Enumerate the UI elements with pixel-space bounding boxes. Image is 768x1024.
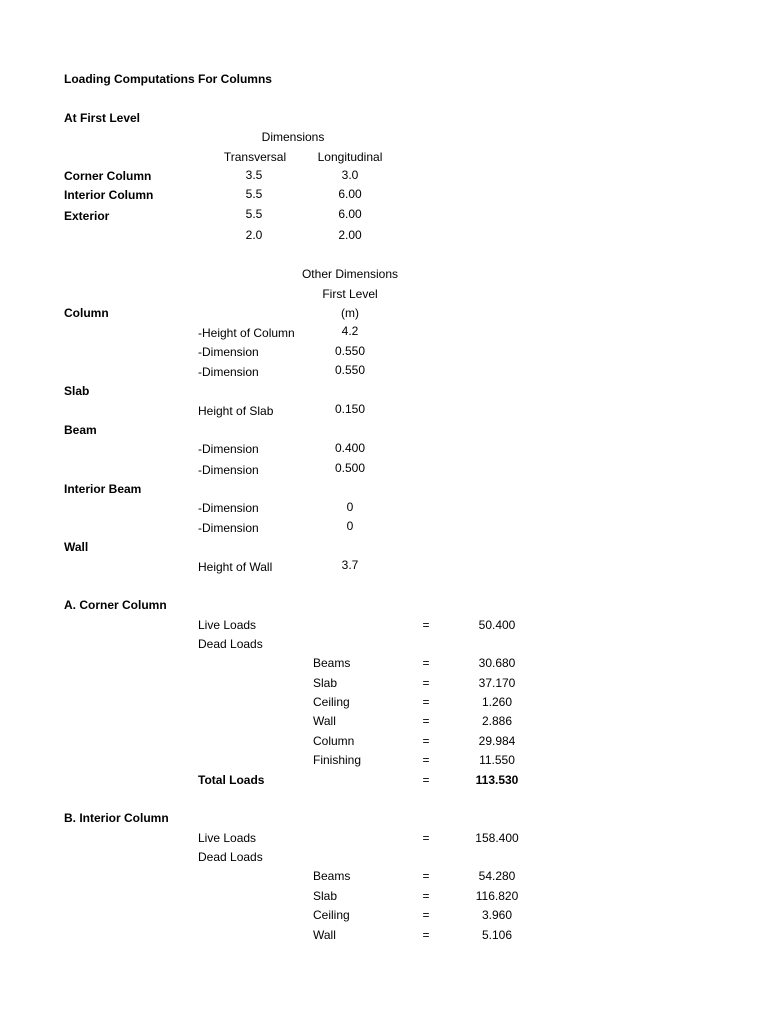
equals-sign: = bbox=[422, 889, 430, 903]
dead-load-item-value: 54.280 bbox=[478, 869, 516, 883]
dead-load-item-label: Ceiling bbox=[313, 908, 350, 922]
dead-load-item-value: 29.984 bbox=[478, 734, 516, 748]
dead-load-item-value: 5.106 bbox=[481, 928, 513, 942]
equals-sign: = bbox=[422, 656, 430, 670]
dead-load-item-label: Beams bbox=[313, 869, 351, 883]
dead-load-item-label: Column bbox=[313, 734, 355, 748]
dimension-item-label: -Dimension bbox=[198, 345, 259, 359]
dead-load-item-value: 3.960 bbox=[481, 908, 513, 922]
dead-load-item-label: Slab bbox=[313, 889, 338, 903]
dead-load-item-value: 1.260 bbox=[481, 695, 513, 709]
dead-load-item-label: Finishing bbox=[313, 753, 362, 767]
dimension-row-transversal: 2.0 bbox=[245, 228, 263, 242]
dimension-row-label: Exterior bbox=[64, 209, 110, 223]
corner-column-heading: A. Corner Column bbox=[64, 598, 167, 612]
dimension-item-label: -Height of Column bbox=[198, 326, 295, 340]
dimension-item-value: 0.500 bbox=[334, 461, 366, 475]
dimension-row-longitudinal: 3.0 bbox=[341, 168, 359, 182]
live-loads-label: Live Loads bbox=[198, 831, 257, 845]
dimension-item-label: -Dimension bbox=[198, 442, 259, 456]
dead-load-item-value: 2.886 bbox=[481, 714, 513, 728]
dimension-item-label: -Dimension bbox=[198, 463, 259, 477]
dimension-item-value: 0 bbox=[346, 519, 354, 533]
dimension-item-value: 0.550 bbox=[334, 344, 366, 358]
equals-sign: = bbox=[422, 831, 430, 845]
live-loads-value: 158.400 bbox=[475, 831, 519, 845]
dead-load-item-value: 116.820 bbox=[475, 889, 519, 903]
dimension-row-longitudinal: 2.00 bbox=[338, 228, 362, 242]
equals-sign: = bbox=[422, 773, 430, 787]
transversal-header: Transversal bbox=[223, 150, 287, 164]
interior-beam-section-label: Interior Beam bbox=[64, 482, 142, 496]
first-level-subheader: First Level bbox=[322, 287, 378, 301]
dead-loads-label: Dead Loads bbox=[198, 637, 263, 651]
dimension-row-transversal: 3.5 bbox=[245, 168, 263, 182]
dead-load-item-value: 11.550 bbox=[479, 753, 515, 767]
dimension-item-label: Height of Slab bbox=[198, 404, 274, 418]
dimension-item-label: -Dimension bbox=[198, 501, 259, 515]
dimension-row-longitudinal: 6.00 bbox=[338, 207, 362, 221]
dimension-item-value: 0.400 bbox=[334, 441, 366, 455]
equals-sign: = bbox=[422, 753, 430, 767]
dimension-item-label: -Dimension bbox=[198, 521, 259, 535]
total-loads-label: Total Loads bbox=[198, 773, 265, 787]
dimension-item-value: 0.550 bbox=[334, 363, 366, 377]
dead-loads-label: Dead Loads bbox=[198, 850, 263, 864]
dimension-item-value: 0 bbox=[346, 500, 354, 514]
document-title: Loading Computations For Columns bbox=[64, 72, 272, 86]
dimension-item-label: Height of Wall bbox=[198, 560, 273, 574]
equals-sign: = bbox=[422, 714, 430, 728]
equals-sign: = bbox=[422, 618, 430, 632]
dimension-row-longitudinal: 6.00 bbox=[338, 187, 362, 201]
dead-load-item-label: Slab bbox=[313, 676, 338, 690]
equals-sign: = bbox=[422, 676, 430, 690]
equals-sign: = bbox=[422, 928, 430, 942]
equals-sign: = bbox=[422, 695, 430, 709]
level-heading: At First Level bbox=[64, 111, 141, 125]
dimension-item-value: 4.2 bbox=[341, 324, 359, 338]
longitudinal-header: Longitudinal bbox=[317, 150, 383, 164]
unit-label: (m) bbox=[341, 306, 359, 320]
equals-sign: = bbox=[422, 734, 430, 748]
dimension-row-transversal: 5.5 bbox=[245, 187, 263, 201]
dead-load-item-label: Beams bbox=[313, 656, 351, 670]
live-loads-value: 50.400 bbox=[478, 618, 516, 632]
wall-section-label: Wall bbox=[64, 540, 89, 554]
dead-load-item-label: Wall bbox=[313, 928, 336, 942]
dimension-row-label: Corner Column bbox=[64, 169, 152, 183]
total-loads-value: 113.530 bbox=[475, 773, 519, 787]
dead-load-item-label: Ceiling bbox=[313, 695, 350, 709]
dead-load-item-label: Wall bbox=[313, 714, 336, 728]
dead-load-item-value: 37.170 bbox=[478, 676, 516, 690]
dimension-item-value: 3.7 bbox=[341, 558, 359, 572]
beam-section-label: Beam bbox=[64, 423, 97, 437]
dimension-row-label: Interior Column bbox=[64, 188, 154, 202]
column-section-label: Column bbox=[64, 306, 109, 320]
other-dimensions-header: Other Dimensions bbox=[301, 267, 399, 281]
equals-sign: = bbox=[422, 908, 430, 922]
dimension-row-transversal: 5.5 bbox=[245, 207, 263, 221]
dimension-item-value: 0.150 bbox=[334, 402, 366, 416]
interior-column-heading: B. Interior Column bbox=[64, 811, 169, 825]
slab-section-label: Slab bbox=[64, 384, 90, 398]
equals-sign: = bbox=[422, 869, 430, 883]
dead-load-item-value: 30.680 bbox=[478, 656, 516, 670]
dimensions-header: Dimensions bbox=[261, 130, 325, 144]
dimension-item-label: -Dimension bbox=[198, 365, 259, 379]
live-loads-label: Live Loads bbox=[198, 618, 257, 632]
